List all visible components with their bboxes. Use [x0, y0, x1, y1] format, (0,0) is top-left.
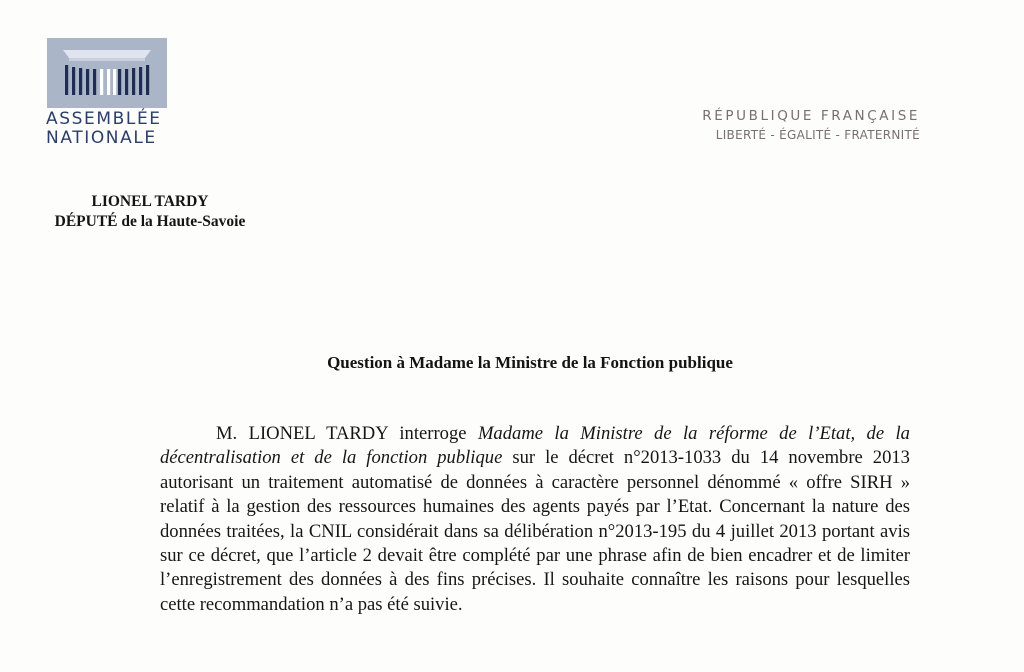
question-title: Question à Madame la Ministre de la Fonction publique — [327, 353, 733, 372]
deputy-name: LIONEL TARDY — [91, 193, 209, 210]
question-intro: M. LIONEL TARDY interroge — [216, 423, 478, 444]
deputy-role: DÉPUTÉ de la Haute-Savoie — [54, 213, 246, 230]
assemblee-logo — [47, 38, 167, 108]
republique-header — [702, 107, 920, 145]
logo-text-line1: ASSEMBLÉE — [46, 109, 162, 129]
logo-text-line2: NATIONALE — [46, 128, 157, 148]
republique-title: RÉPUBLIQUE FRANÇAISE — [702, 108, 920, 124]
republique-motto: LIBERTÉ - ÉGALITÉ - FRATERNITÉ — [715, 128, 920, 142]
question-body — [160, 422, 910, 617]
deputy-block — [30, 192, 270, 232]
question-addressee: Madame la Ministre de la réforme de l’Etat, de la décentralisation et de la fonction publique — [160, 423, 910, 469]
assembly-building-icon — [47, 38, 167, 108]
question-text: sur le décret n°2013-1033 du 14 novembre 2013 autorisant un traitement automatisé de données à caractère personnel dénommé « offre SIRH » relatif à la gestion des ressources humaines des agents payés par l’Etat. Concernant la nature des données traitées, la CNIL considérait dans sa délibération n°2013-195 du 4 juillet 2013 portant avis sur ce décret, que l’article 2 devait être complété par une phrase afin de bien encadrer et de limiter l’enregistrement des données à des fins précises. Il souhaite connaître les raisons pour lesquelles cette recommandation n’a pas été suivie. — [160, 447, 910, 615]
